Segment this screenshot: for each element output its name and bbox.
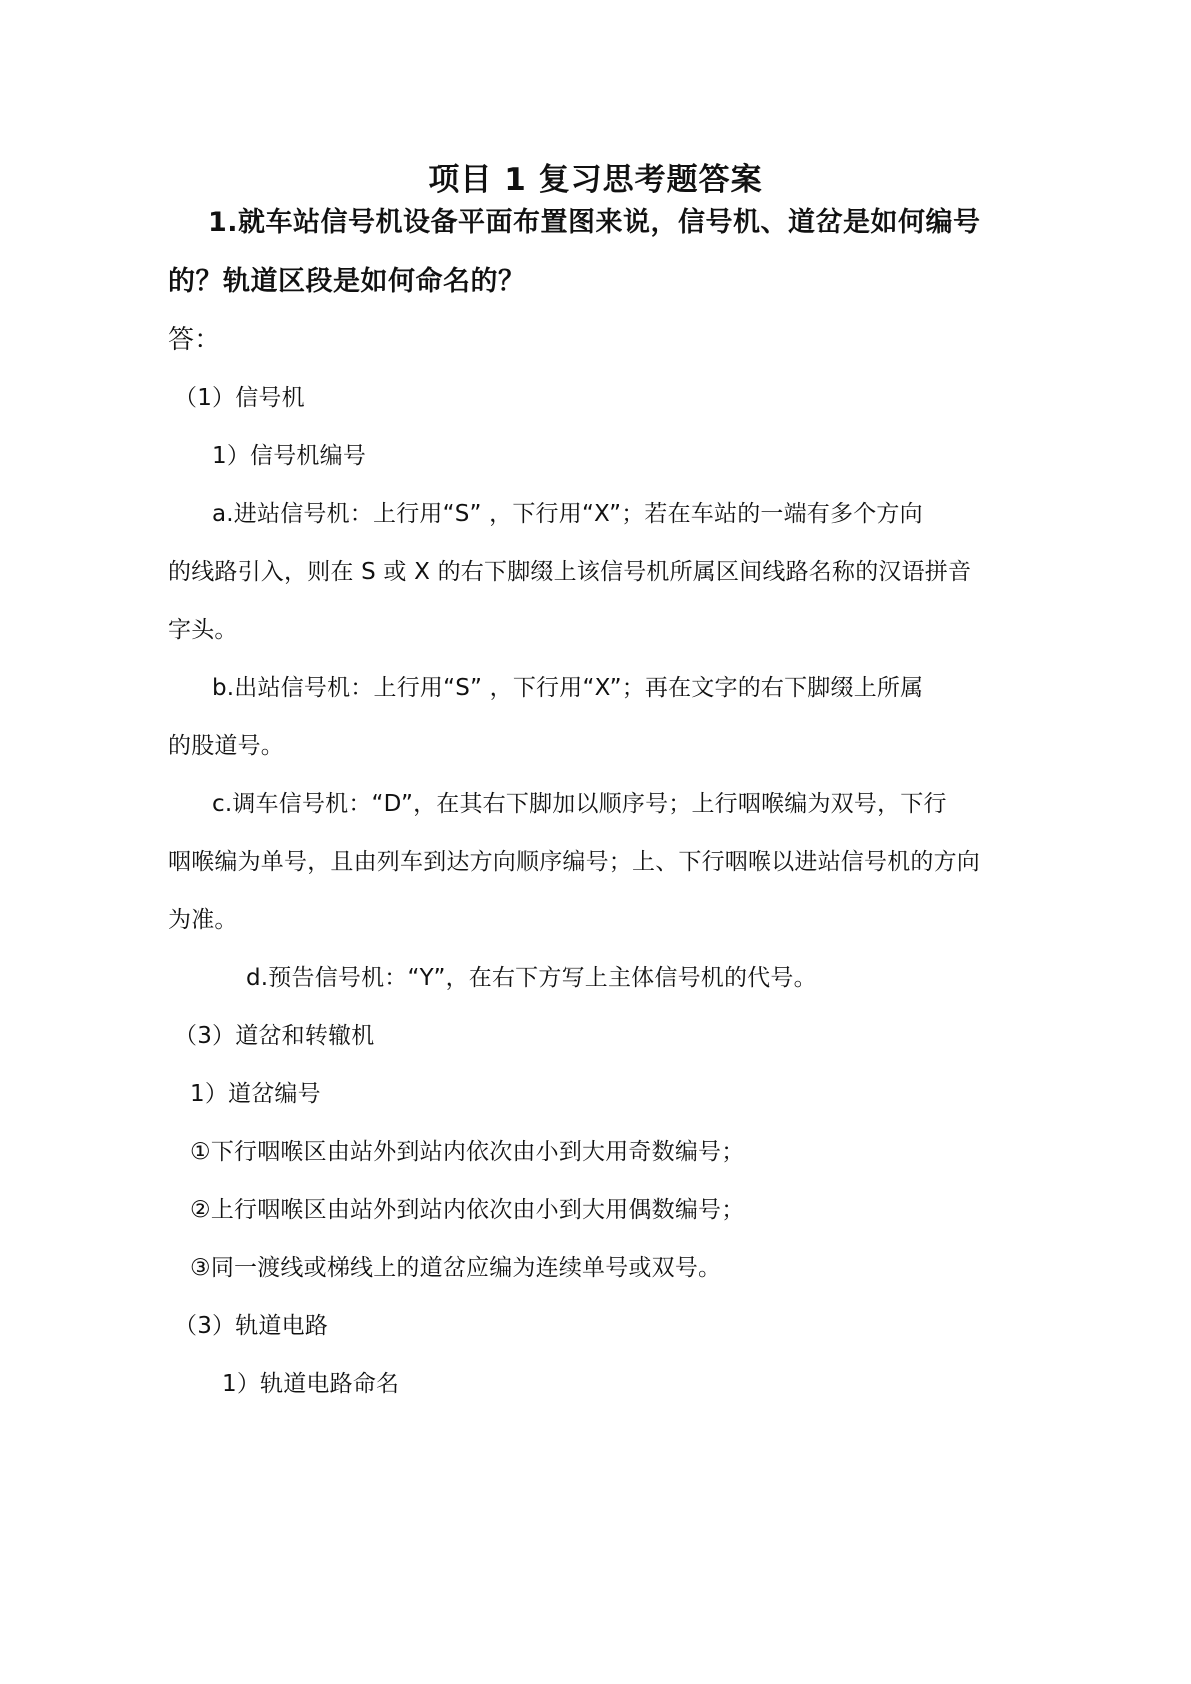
document-title: 项目 1 复习思考题答案 xyxy=(428,162,763,198)
paragraph-line: 字头。 xyxy=(168,617,238,643)
paragraph-line: a.进站信号机：上行用“S” ，下行用“X”；若在车站的一端有多个方向 xyxy=(212,501,923,527)
paragraph-line: 的股道号。 xyxy=(168,733,284,759)
section-track-heading: （3）轨道电路 xyxy=(174,1313,329,1339)
paragraph-line: 的线路引入，则在 S 或 X 的右下脚缀上该信号机所属区间线路名称的汉语拼音 xyxy=(168,559,972,585)
section-switch-heading: （3）道岔和转辙机 xyxy=(174,1023,375,1049)
signal-numbering-heading: 1）信号机编号 xyxy=(212,443,367,469)
paragraph-line: d.预告信号机：“Y”，在右下方写上主体信号机的代号。 xyxy=(246,965,817,991)
section-signal-heading: （1）信号机 xyxy=(174,385,305,411)
track-naming-heading: 1）轨道电路命名 xyxy=(222,1371,400,1397)
paragraph-line: 咽喉编为单号，且由列车到达方向顺序编号；上、下行咽喉以进站信号机的方向 xyxy=(168,849,980,875)
list-item: ①下行咽喉区由站外到站内依次由小到大用奇数编号； xyxy=(190,1139,745,1165)
paragraph-line: 为准。 xyxy=(168,907,238,933)
list-item: ②上行咽喉区由站外到站内依次由小到大用偶数编号； xyxy=(190,1197,745,1223)
question-line-1: 1.就车站信号机设备平面布置图来说，信号机、道岔是如何编号 xyxy=(208,207,981,238)
paragraph-line: c.调车信号机：“D”，在其右下脚加以顺序号；上行咽喉编为双号，下行 xyxy=(212,791,947,817)
answer-label: 答： xyxy=(168,325,221,355)
question-line-2: 的？轨道区段是如何命名的？ xyxy=(168,266,526,297)
switch-numbering-heading: 1）道岔编号 xyxy=(190,1081,321,1107)
list-item: ③同一渡线或梯线上的道岔应编为连续单号或双号。 xyxy=(190,1255,722,1281)
paragraph-line: b.出站信号机：上行用“S” ，下行用“X”；再在文字的右下脚缀上所属 xyxy=(212,675,924,701)
